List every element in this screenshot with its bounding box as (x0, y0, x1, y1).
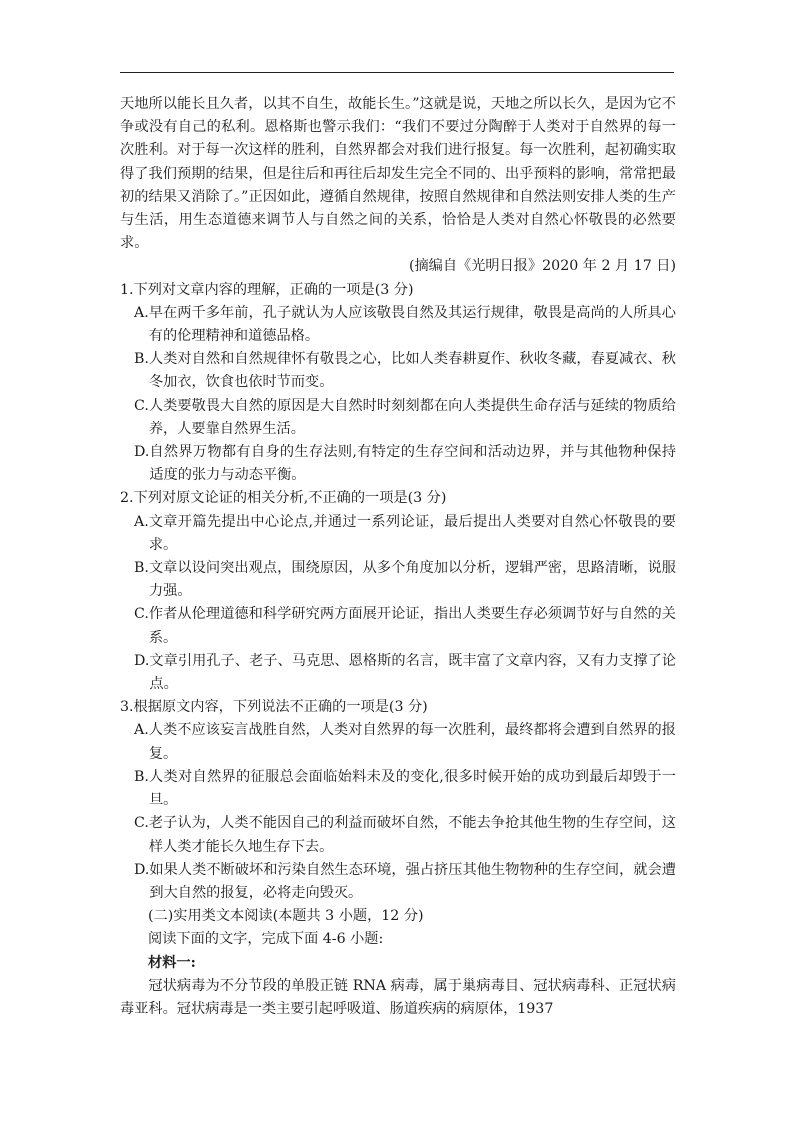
document-page (120, 93, 676, 1021)
section-title: (二)实用类文本阅读(本题共 3 小题，12 分) (148, 908, 424, 925)
option-c (134, 603, 676, 649)
option-letter: D. (134, 861, 150, 878)
option-letter: B. (134, 560, 149, 577)
option-d (134, 859, 676, 905)
option-a (134, 511, 676, 557)
option-letter: A. (134, 304, 149, 321)
question-stem: 1.下列对文章内容的理解，正确的一项是(3 分) (120, 281, 414, 298)
option-text: 人类对自然和自然规律怀有敬畏之心，比如人类春耕夏作、秋收冬藏，春夏减衣、秋冬加衣，饮食也依时节而变。 (148, 351, 676, 391)
option-text: 如果人类不断破坏和污染自然生态环境，强占挤压其他生物物种的生存空间，就会遭到大自然的报复，必将走向毁灭。 (149, 861, 676, 901)
option-d (134, 650, 676, 696)
option-letter: A. (134, 722, 149, 739)
material-title: 材料一: (148, 954, 196, 971)
option-text: 文章引用孔子、老子、马克思、恩格斯的名言，既丰富了文章内容，又有力支撑了论点。 (149, 652, 676, 693)
question-stem: 3.根据原文内容，下列说法不正确的一项是(3 分) (120, 699, 428, 716)
option-letter: C. (134, 815, 149, 832)
option-text: 文章以设问突出观点，围绕原因，从多个角度加以分析，逻辑严密，思路清晰，说服力强。 (148, 560, 676, 600)
option-b (134, 557, 676, 603)
option-a (134, 719, 676, 765)
option-text: 早在两千多年前，孔子就认为人应该敬畏自然及其运行规律，敬畏是高尚的人所具心有的伦理精神和道德品格。 (148, 304, 676, 345)
option-letter: B. (134, 768, 149, 785)
option-b (134, 766, 676, 812)
option-text: 人类对自然界的征服总会面临始料未及的变化,很多时候开始的成功到最后却毁于一旦。 (148, 768, 676, 809)
option-c (134, 812, 676, 858)
question-3 (120, 696, 676, 905)
option-letter: D. (134, 444, 150, 461)
option-letter: B. (134, 351, 149, 368)
option-text: 文章开篇先提出中心论点,并通过一系列论证，最后提出人类要对自然心怀敬畏的要求。 (148, 513, 676, 553)
option-letter: C. (134, 606, 149, 623)
option-d (134, 441, 676, 487)
header-rule (120, 72, 674, 73)
question-2 (120, 487, 676, 696)
option-text: 老子认为，人类不能因自己的利益而破坏自然，不能去争抢其他生物的生存空间，这样人类才能长久地生存下去。 (148, 815, 676, 855)
intro-paragraph: 天地所以能长且久者，以其不自生，故能长生。”这就是说，天地之所以长久，是因为它不争或没有自己的私利。恩格斯也警示我们：“我们不要过分陶醉于人类对于自然界的每一次胜利。对于每一次这样的胜利，自然界都会对我们进行报复。每一次胜利，起初确实取得了我们预期的结果，但是往后和再往后却发生完全不同的、出乎预料的影响，常常把最初的结果又消除了。”正因如此，遵循自然规律，按照自然规律和自然法则安排人类的生产与生活，用生态道德来调节人与自然之间的关系，恰恰是人类对自然心怀敬畏的必然要求。 (120, 96, 676, 252)
reading-instruction: 阅读下面的文字，完成下面 4-6 小题: (148, 931, 384, 948)
option-text: 人类要敬畏大自然的原因是大自然时时刻刻都在向人类提供生命存活与延续的物质给养，人要靠自然界生活。 (148, 397, 676, 437)
option-letter: C. (134, 397, 149, 414)
option-c (134, 395, 676, 441)
option-letter: D. (134, 652, 150, 669)
question-1 (120, 279, 676, 488)
question-stem: 2.下列对原文论证的相关分析,不正确的一项是(3 分) (120, 490, 447, 507)
option-a (134, 302, 676, 348)
option-b (134, 348, 676, 394)
source-citation: (摘编自《光明日报》2020 年 2 月 17 日) (408, 258, 676, 275)
option-text: 人类不应该妄言战胜自然，人类对自然界的每一次胜利，最终都将会遭到自然界的报复。 (148, 722, 676, 762)
material-paragraph: 冠状病毒为不分节段的单股正链 RNA 病毒，属于巢病毒目、冠状病毒科、正冠状病毒亚科。冠状病毒是一类主要引起呼吸道、肠道疾病的病原体，1937 (120, 977, 676, 1017)
option-letter: A. (134, 513, 149, 530)
option-text: 作者从伦理道德和科学研究两方面展开论证，指出人类要生存必须调节好与自然的关系。 (148, 606, 676, 646)
option-text: 自然界万物都有自身的生存法则,有特定的生存空间和活动边界，并与其他物种保持适度的张力与动态平衡。 (149, 444, 676, 484)
